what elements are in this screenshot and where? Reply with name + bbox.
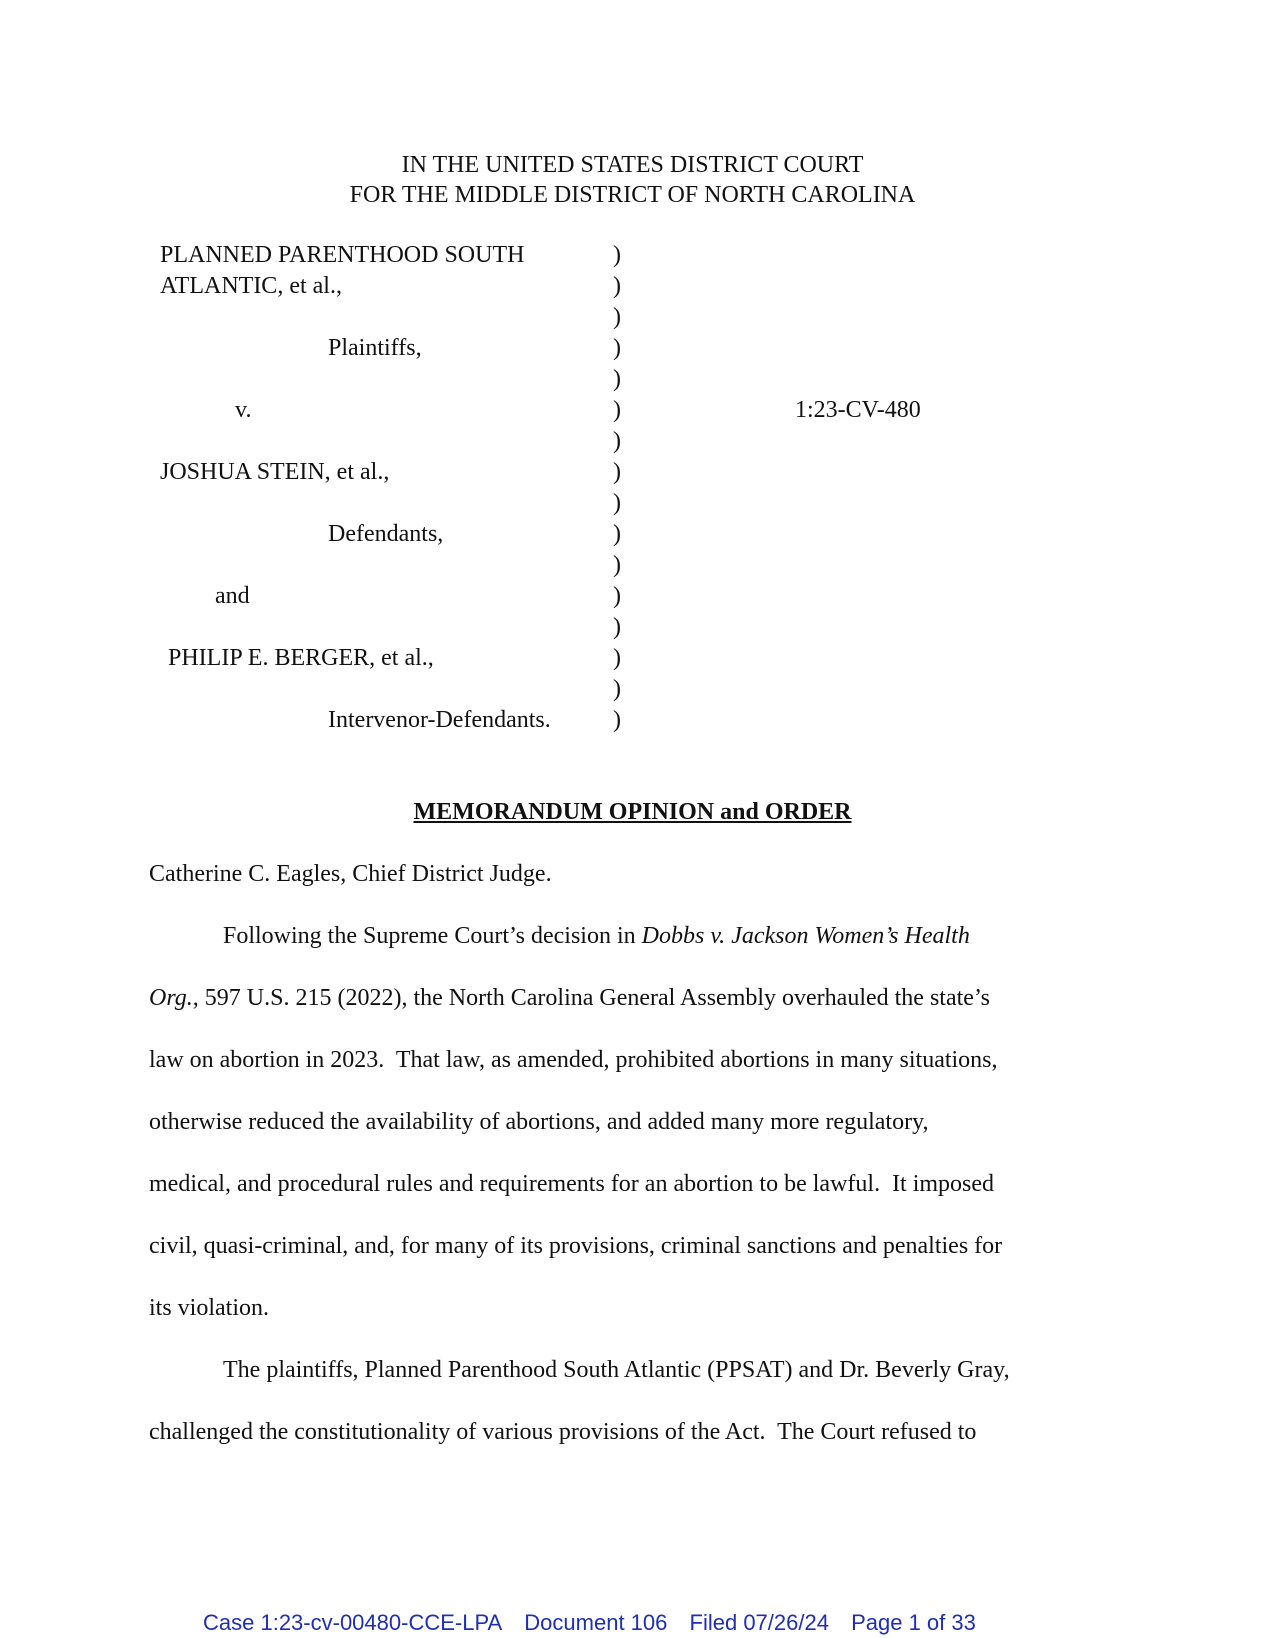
plaintiffs-label: Plaintiffs, [328,335,422,361]
body-line: challenged the constitutionality of various provisions of the Act. The Court refused to [149,1419,977,1445]
caption-paren: ) [613,366,621,392]
plaintiff-name-line2: ATLANTIC, et al., [160,273,342,299]
caption-paren: ) [613,552,621,578]
document-title: MEMORANDUM OPINION and ORDER [413,799,852,825]
caption-paren: ) [613,304,621,330]
caption-paren: ) [613,428,621,454]
caption-paren: ) [613,459,621,485]
footer-filed: Filed 07/26/24 [689,1610,829,1635]
court-name-line2: FOR THE MIDDLE DISTRICT OF NORTH CAROLINA [349,182,916,208]
footer-document: Document 106 [524,1610,668,1635]
body-line [223,923,970,950]
case-citation: Dobbs v. Jackson Women’s Health [641,923,970,949]
caption-paren: ) [613,335,621,361]
caption-paren: ) [613,583,621,609]
body-line: otherwise reduced the availability of abortions, and added many more regulatory, [149,1109,929,1135]
body-line: law on abortion in 2023. That law, as amended, prohibited abortions in many situations, [149,1047,998,1073]
caption-paren: ) [613,242,621,268]
caption-paren: ) [613,273,621,299]
body-text: Following the Supreme Court’s decision in [223,923,642,949]
caption-paren: ) [613,614,621,640]
case-citation: Org. [149,985,193,1011]
footer-page: Page 1 of 33 [851,1610,976,1635]
body-line: its violation. [149,1295,269,1321]
intervenors-label: Intervenor-Defendants. [328,707,551,733]
caption-paren: ) [613,645,621,671]
defendants-label: Defendants, [328,521,444,547]
intervenor-name: PHILIP E. BERGER, et al., [168,645,434,671]
caption-paren: ) [613,707,621,733]
caption-paren: ) [613,521,621,547]
court-name-line1: IN THE UNITED STATES DISTRICT COURT [401,152,864,178]
plaintiff-name-line1: PLANNED PARENTHOOD SOUTH [160,242,525,268]
caption-paren: ) [613,490,621,516]
caption-paren: ) [613,397,621,423]
body-line: medical, and procedural rules and requirements for an abortion to be lawful. It imposed [149,1171,995,1197]
judge-line: Catherine C. Eagles, Chief District Judge. [149,861,552,887]
case-number: 1:23-CV-480 [795,397,921,423]
body-line [149,985,990,1012]
versus-label: v. [235,397,252,423]
and-label: and [215,583,250,609]
footer-case: Case 1:23-cv-00480-CCE-LPA [203,1610,503,1635]
filing-footer [203,1610,992,1636]
body-line: The plaintiffs, Planned Parenthood South Atlantic (PPSAT) and Dr. Beverly Gray, [223,1357,1010,1383]
body-line: civil, quasi-criminal, and, for many of its provisions, criminal sanctions and penalties for [149,1233,1003,1259]
defendant-name: JOSHUA STEIN, et al., [160,459,390,485]
body-text: , 597 U.S. 215 (2022), the North Carolina General Assembly overhauled the state’s [192,985,990,1011]
caption-paren: ) [613,676,621,702]
